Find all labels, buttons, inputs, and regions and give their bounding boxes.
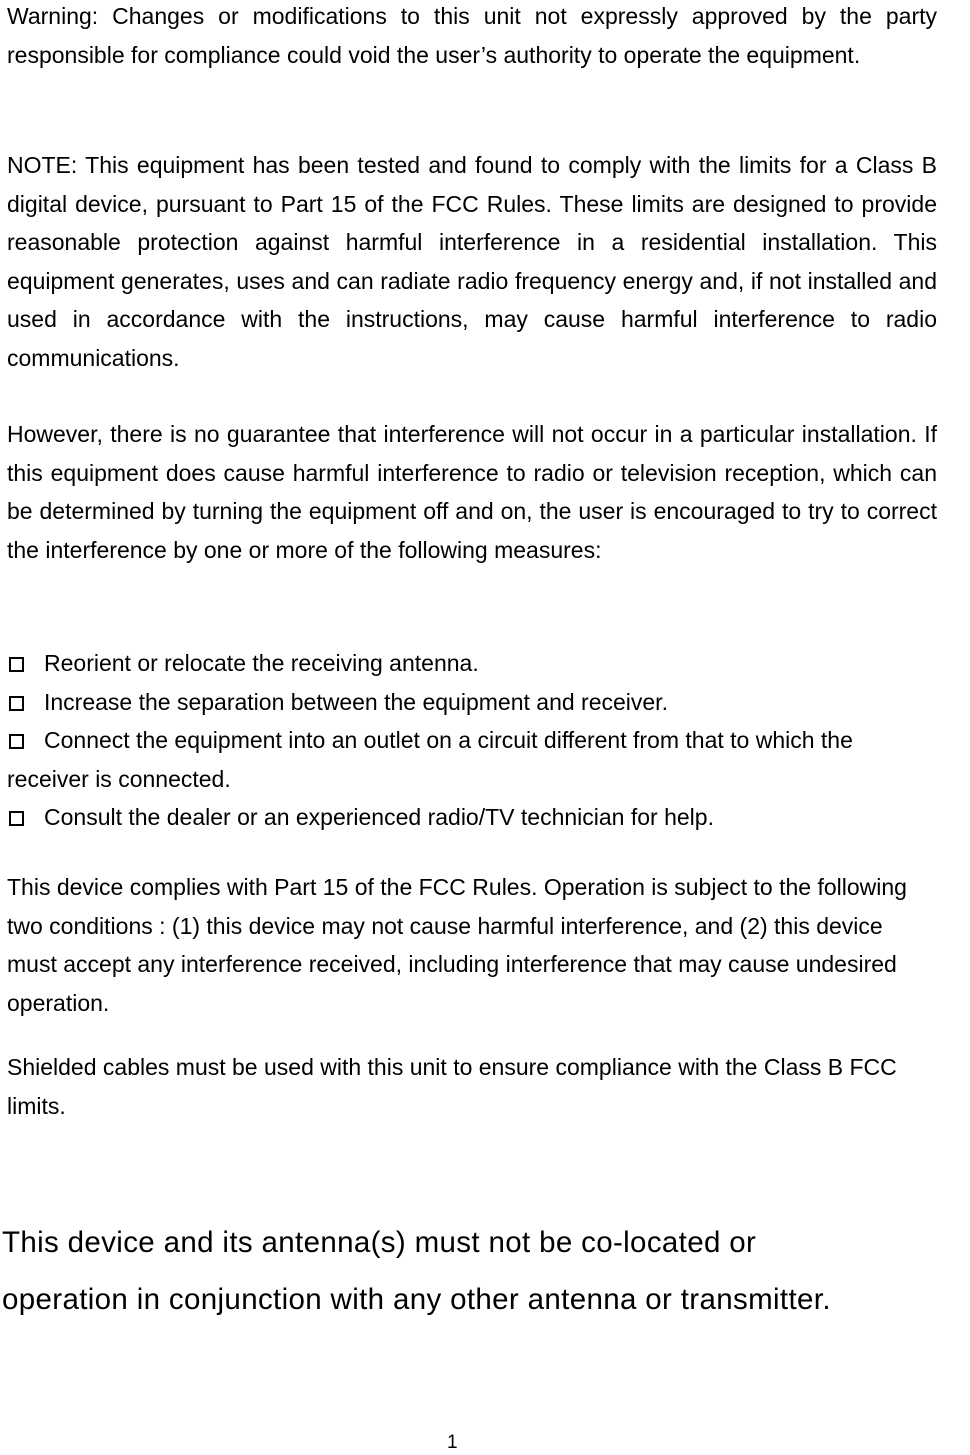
checkbox-icon [9,734,24,749]
measure-text: Increase the separation between the equipment and receiver. [44,688,668,715]
measure-text: Reorient or relocate the receiving antenna. [44,650,479,676]
page-number: 1 [447,1432,458,1453]
colocation-statement [2,1214,968,1328]
part15-paragraph: This device complies with Part 15 of the FCC Rules. Operation is subject to the following two conditions : (1) this device may not cause harmful interference, and (2) this device must accept any interference received, including interference that may cause undesired operation. [7,874,907,1016]
checkbox-icon [9,657,24,672]
measure-item [7,721,937,798]
colocation-line-2: operation in conjunction with any other antenna or transmitter. [2,1283,831,1316]
checkbox-icon [9,811,24,826]
measure-item [7,683,937,722]
checkbox-icon [9,696,24,711]
note-paragraph: NOTE: This equipment has been tested and found to comply with the limits for a Class B digital device, pursuant to Part 15 of the FCC Rules. These limits are designed to provide reasonable protection against harmful interference in a residential installation. This equipment generates, uses and can radiate radio frequency energy and, if not installed and used in accordance with the instructions, may cause harmful interference to radio communications. [7,152,937,371]
however-paragraph: However, there is no guarantee that interference will not occur in a particular installation. If this equipment does cause harmful interference to radio or television reception, which can be determined by turning the equipment off and on, the user is encouraged to try to correct the interference by one or more of the following measures: [7,421,937,563]
measures-list [7,644,937,837]
measure-item [7,644,937,683]
measure-item [7,798,937,837]
warning-paragraph: Warning: Changes or modifications to this unit not expressly approved by the party responsible for compliance could void the user’s authority to operate the equipment. [7,3,937,68]
measure-text: Connect the equipment into an outlet on a circuit different from that to which the receiver is connected. [7,727,853,792]
measure-text: Consult the dealer or an experienced radio/TV technician for help. [44,804,714,830]
shielded-cables-paragraph: Shielded cables must be used with this unit to ensure compliance with the Class B FCC limits. [7,1054,897,1119]
colocation-line-1: This device and its antenna(s) must not be co-located or [2,1226,757,1259]
